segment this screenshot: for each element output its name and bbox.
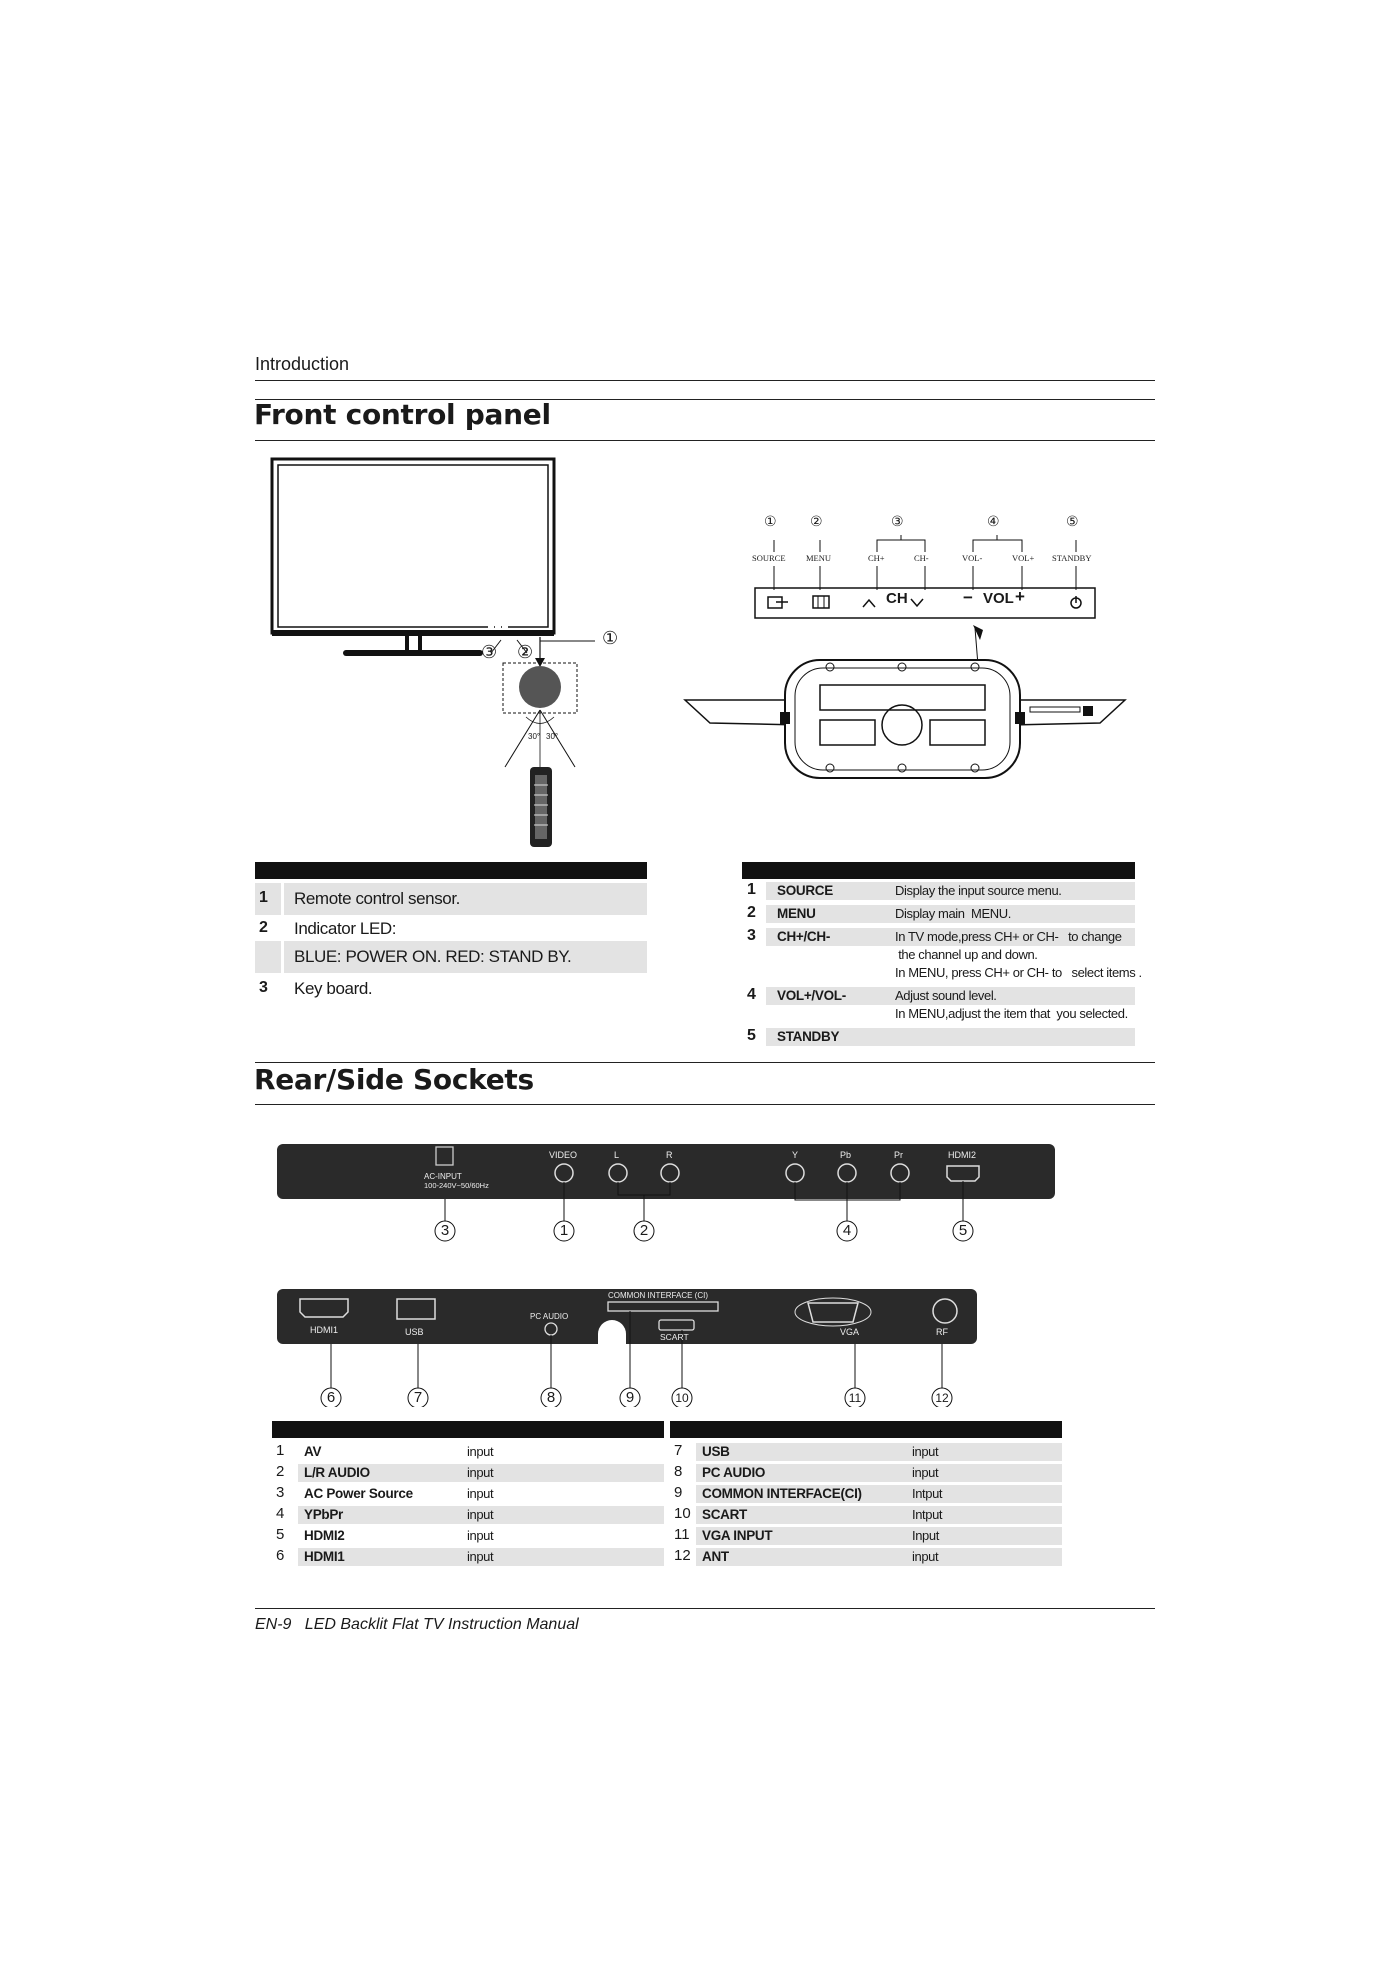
panel-label-source: SOURCE bbox=[752, 553, 786, 563]
panel-num-2: ② bbox=[810, 514, 823, 530]
socket-callout-11: 11 bbox=[848, 1391, 862, 1405]
footer-page: EN-9 bbox=[255, 1616, 292, 1633]
row-desc: Adjust sound level. bbox=[895, 988, 997, 1003]
row-number: 1 bbox=[276, 1442, 285, 1459]
cell-divider bbox=[281, 883, 284, 915]
row-desc: Display main MENU. bbox=[895, 906, 1011, 921]
footer bbox=[255, 1616, 579, 1634]
table-row bbox=[272, 1547, 664, 1567]
label-y: Y bbox=[792, 1150, 799, 1160]
table-row bbox=[670, 1463, 1062, 1483]
row-name: SOURCE bbox=[777, 883, 833, 898]
panel-num-3: ③ bbox=[891, 514, 904, 530]
label-video: VIDEO bbox=[549, 1150, 578, 1160]
label-l: L bbox=[614, 1150, 620, 1160]
row-desc: In TV mode,press CH+ or CH- to change bbox=[895, 929, 1122, 944]
label-r: R bbox=[666, 1150, 673, 1160]
cell-divider bbox=[281, 973, 284, 999]
tv-front-diagram bbox=[255, 455, 655, 855]
row-number: 4 bbox=[747, 986, 756, 1003]
row-number: 10 bbox=[674, 1505, 691, 1522]
label-vga: VGA bbox=[840, 1327, 860, 1337]
table-row bbox=[742, 904, 1135, 925]
table-row bbox=[742, 927, 1142, 984]
row-type: input bbox=[467, 1507, 494, 1522]
row-number: 2 bbox=[747, 904, 756, 921]
label-ac-voltage: 100-240V~50/60Hz bbox=[424, 1181, 489, 1190]
row-number: 2 bbox=[259, 919, 268, 936]
socket-callout-5: 5 bbox=[958, 1222, 968, 1239]
row-number: 11 bbox=[674, 1526, 690, 1543]
callout-3: ③ bbox=[481, 642, 498, 663]
socket-callout-4: 4 bbox=[842, 1222, 852, 1239]
row-type: Intput bbox=[912, 1507, 943, 1522]
row-name: VOL+/VOL- bbox=[777, 988, 846, 1003]
row-name: AV bbox=[304, 1444, 322, 1459]
table-row bbox=[272, 1484, 664, 1504]
rear-panel-1 bbox=[275, 1140, 1055, 1250]
table-header-bar bbox=[255, 862, 647, 879]
row-name: MENU bbox=[777, 906, 816, 921]
row-desc: In MENU, press CH+ or CH- to select items . bbox=[895, 965, 1142, 980]
row-type: input bbox=[912, 1549, 939, 1564]
row-name: PC AUDIO bbox=[702, 1465, 766, 1480]
row-type: input bbox=[467, 1486, 494, 1501]
front-title: Front control panel bbox=[254, 398, 551, 431]
row-name: STANDBY bbox=[777, 1029, 840, 1044]
row-type: input bbox=[467, 1549, 494, 1564]
row-number: 3 bbox=[747, 927, 756, 944]
table-header-bar bbox=[272, 1421, 664, 1438]
table-row bbox=[272, 1505, 664, 1525]
row-type: input bbox=[912, 1465, 939, 1480]
row-number: 3 bbox=[276, 1484, 285, 1501]
footer-title: LED Backlit Flat TV Instruction Manual bbox=[304, 1616, 579, 1633]
panel-label-ch-plus: CH+ bbox=[868, 553, 885, 563]
label-common-interface: COMMON INTERFACE (CI) bbox=[608, 1291, 708, 1300]
socket-callout-8: 8 bbox=[546, 1389, 556, 1406]
panel-label-standby: STANDBY bbox=[1052, 553, 1092, 563]
label-rf: RF bbox=[936, 1327, 948, 1337]
row-number: 9 bbox=[674, 1484, 683, 1501]
row-shade bbox=[696, 1506, 1062, 1524]
row-number: 1 bbox=[259, 889, 268, 906]
row-number: 2 bbox=[276, 1463, 285, 1480]
table-header-bar bbox=[742, 862, 1135, 879]
table-row bbox=[272, 1526, 664, 1546]
row-text: Indicator LED: bbox=[294, 919, 397, 938]
socket-callout-6: 6 bbox=[326, 1389, 336, 1406]
socket-callout-2: 2 bbox=[639, 1222, 649, 1239]
row-type: input bbox=[912, 1444, 939, 1459]
row-name: HDMI1 bbox=[304, 1549, 345, 1564]
label-scart: SCART bbox=[660, 1332, 689, 1342]
row-shade bbox=[696, 1443, 1062, 1461]
row-name: AC Power Source bbox=[304, 1486, 413, 1501]
panel-vol-text: VOL bbox=[983, 590, 1014, 607]
row-number: 8 bbox=[674, 1463, 683, 1480]
panel-minus-text: − bbox=[963, 588, 973, 607]
label-ac-input: AC-INPUT bbox=[424, 1172, 462, 1181]
callout-1: ① bbox=[602, 628, 619, 649]
socket-callout-7: 7 bbox=[413, 1389, 423, 1406]
table-row bbox=[272, 1442, 664, 1462]
table-row bbox=[670, 1526, 1062, 1546]
table-row bbox=[255, 883, 647, 915]
divider bbox=[255, 1104, 1155, 1105]
row-type: Input bbox=[912, 1528, 939, 1543]
panel-num-5: ⑤ bbox=[1066, 514, 1079, 530]
label-usb: USB bbox=[405, 1327, 424, 1337]
table-row bbox=[670, 1547, 1062, 1567]
rear-title: Rear/Side Sockets bbox=[254, 1063, 534, 1096]
angle-label: 30° bbox=[528, 732, 541, 741]
row-type: input bbox=[467, 1465, 494, 1480]
table-row bbox=[742, 1027, 1135, 1048]
row-number: 4 bbox=[276, 1505, 285, 1522]
row-number: 5 bbox=[747, 1027, 756, 1044]
control-panel-diagram bbox=[680, 510, 1130, 790]
row-name: ANT bbox=[702, 1549, 729, 1564]
panel-label-vol-plus: VOL+ bbox=[1012, 553, 1035, 563]
divider bbox=[255, 380, 1155, 381]
label-pr: Pr bbox=[894, 1150, 903, 1160]
row-desc: the channel up and down. bbox=[895, 947, 1038, 962]
row-number: 6 bbox=[276, 1547, 285, 1564]
table-row bbox=[670, 1505, 1062, 1525]
row-name: L/R AUDIO bbox=[304, 1465, 370, 1480]
angle-label: 30° bbox=[546, 732, 559, 741]
row-type: input bbox=[467, 1444, 494, 1459]
table-header-bar bbox=[670, 1421, 1062, 1438]
panel-num-4: ④ bbox=[987, 514, 1000, 530]
panel-ch-text: CH bbox=[886, 590, 908, 607]
row-name: SCART bbox=[702, 1507, 747, 1522]
table-row bbox=[255, 913, 647, 939]
socket-callout-12: 12 bbox=[935, 1391, 949, 1405]
row-name: HDMI2 bbox=[304, 1528, 345, 1543]
row-name: YPbPr bbox=[304, 1507, 344, 1522]
section-label: Introduction bbox=[255, 354, 350, 374]
row-number: 1 bbox=[747, 881, 756, 898]
socket-callout-10: 10 bbox=[675, 1391, 689, 1405]
divider bbox=[255, 440, 1155, 441]
label-pc-audio: PC AUDIO bbox=[530, 1312, 569, 1321]
label-hdmi2: HDMI2 bbox=[948, 1150, 977, 1160]
row-number: 5 bbox=[276, 1526, 285, 1543]
socket-callout-1: 1 bbox=[559, 1222, 569, 1239]
panel-plus-text: + bbox=[1015, 587, 1025, 606]
row-name: VGA INPUT bbox=[702, 1528, 773, 1543]
panel-label-vol-minus: VOL- bbox=[962, 553, 983, 563]
row-shade bbox=[696, 1548, 1062, 1566]
callout-2: ② bbox=[517, 642, 534, 663]
table-row bbox=[255, 941, 647, 973]
desc-cell bbox=[890, 1028, 1135, 1046]
row-name: COMMON INTERFACE(CI) bbox=[702, 1486, 862, 1501]
label-pb: Pb bbox=[840, 1150, 852, 1160]
socket-callout-9: 9 bbox=[625, 1389, 635, 1406]
divider bbox=[255, 1608, 1155, 1609]
row-desc: Display the input source menu. bbox=[895, 883, 1062, 898]
table-row bbox=[742, 881, 1135, 902]
row-name: USB bbox=[702, 1444, 730, 1459]
panel-num-1: ① bbox=[764, 514, 777, 530]
panel-label-ch-minus: CH- bbox=[914, 553, 929, 563]
row-text: Key board. bbox=[294, 979, 373, 998]
row-desc: In MENU,adjust the item that you selected. bbox=[895, 1006, 1128, 1021]
row-number: 7 bbox=[674, 1442, 683, 1459]
row-number: 3 bbox=[259, 979, 268, 996]
table-row bbox=[272, 1463, 664, 1483]
table-row bbox=[255, 973, 647, 999]
row-name: CH+/CH- bbox=[777, 929, 831, 944]
panel-label-menu: MENU bbox=[806, 553, 832, 563]
table-row bbox=[670, 1442, 1062, 1462]
socket-callout-3: 3 bbox=[440, 1222, 450, 1239]
label-hdmi1: HDMI1 bbox=[310, 1325, 339, 1335]
table-row bbox=[670, 1484, 1062, 1504]
table-row bbox=[742, 986, 1135, 1025]
cell-divider bbox=[281, 941, 284, 973]
row-type: input bbox=[467, 1528, 494, 1543]
cell-divider bbox=[281, 913, 284, 939]
row-type: Intput bbox=[912, 1486, 943, 1501]
row-text: Remote control sensor. bbox=[294, 889, 461, 908]
row-text: BLUE: POWER ON. RED: STAND BY. bbox=[294, 947, 572, 966]
row-number: 12 bbox=[674, 1547, 691, 1564]
